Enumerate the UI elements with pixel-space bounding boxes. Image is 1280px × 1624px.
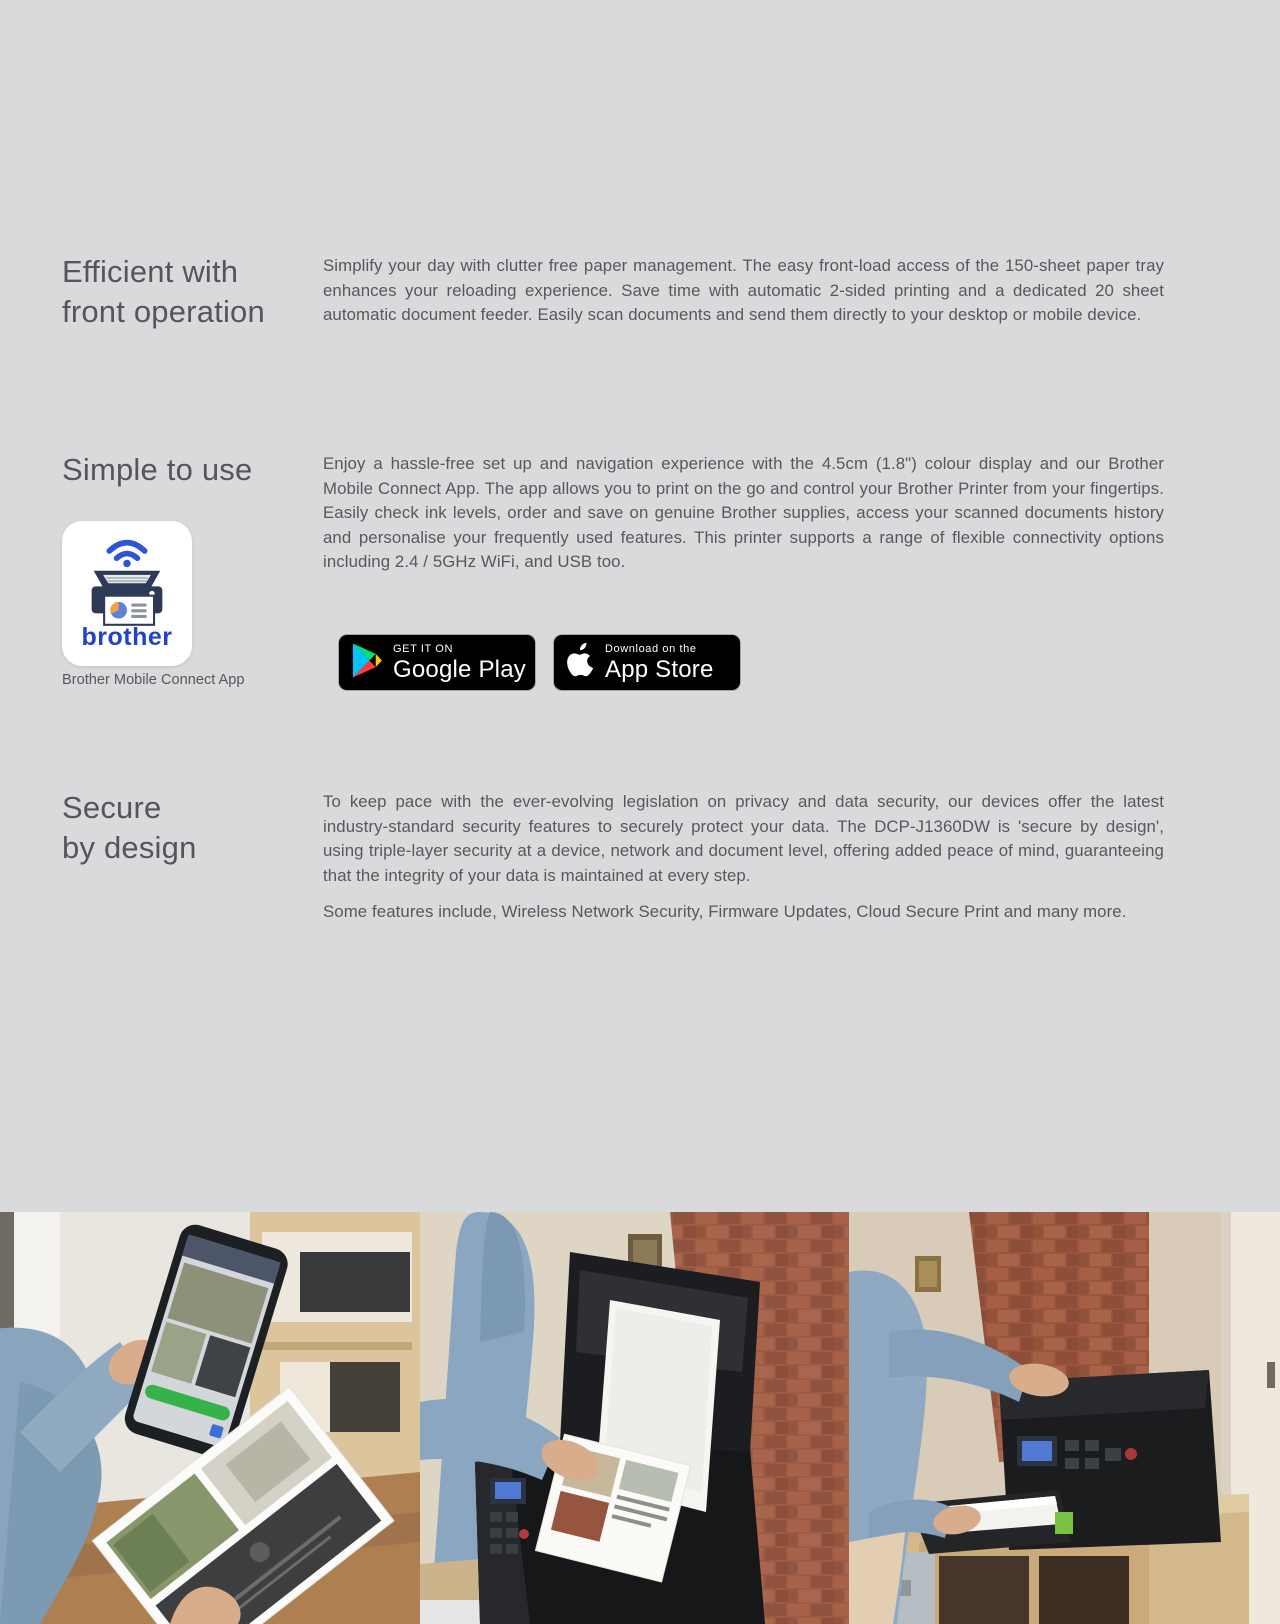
heading-line: front operation bbox=[62, 294, 265, 329]
google-play-badge[interactable] bbox=[338, 634, 536, 691]
apple-icon bbox=[565, 642, 595, 683]
section-body-simple: Enjoy a hassle-free set up and navigation experience with the 4.5cm (1.8") colour display and our Brother Mobile Connect App. The app allows you to print on the go and control your Brother Printer from your fingertips. Easily check ink levels, order and save on genuine Brother supplies, access your scanned documents history and personalise your frequently used features. This printer supports a range of flexible connectivity options including 2.4 / 5GHz WiFi, and USB too. bbox=[323, 454, 1164, 572]
heading-line: Efficient with bbox=[62, 254, 239, 289]
badge-store-label: Google Play bbox=[393, 655, 526, 683]
section-heading-secure bbox=[62, 788, 197, 868]
badge-store-label: App Store bbox=[605, 655, 714, 683]
section-body-secure-1: To keep pace with the ever-evolving legislation on privacy and data security, our devices offer the latest industry-standard security features to securely protect your data. The DCP-J1360DW is 'secure by design', using triple-layer security at a device, network and document level, offering added peace of mind, guaranteeing that the integrity of your data is maintained at every step. bbox=[323, 792, 1164, 885]
app-store-badge[interactable] bbox=[553, 634, 741, 691]
badge-top-label: Download on the bbox=[605, 642, 697, 655]
brother-mobile-connect-app-icon bbox=[62, 521, 192, 666]
photo-printer-scanner-lid-open-loading-document bbox=[420, 1212, 849, 1624]
heading-line: by design bbox=[62, 830, 197, 865]
section-body-secure-2: Some features include, Wireless Network Security, Firmware Updates, Cloud Secure Print and many more. bbox=[323, 902, 1127, 921]
photo-person-holding-phone-and-printed-brochure bbox=[0, 1212, 420, 1624]
heading-line: Secure bbox=[62, 790, 162, 825]
heading-line: Simple to use bbox=[62, 452, 253, 487]
google-play-icon bbox=[350, 642, 383, 684]
printer-wifi-icon bbox=[75, 529, 179, 627]
section-body-efficient: Simplify your day with clutter free paper management. The easy front-load access of the 150-sheet paper tray enhances your reloading experience. Save time with automatic 2-sided printing and a dedicated 20 sheet automatic document feeder. Easily scan documents and send them directly to your desktop or mobile device. bbox=[323, 256, 1164, 325]
brother-wordmark: brother bbox=[81, 623, 173, 651]
section-heading-efficient bbox=[62, 252, 265, 332]
photo-person-collecting-print-from-printer bbox=[849, 1212, 1280, 1624]
photo-strip bbox=[0, 1212, 1280, 1624]
section-heading-simple bbox=[62, 450, 252, 490]
app-caption: Brother Mobile Connect App bbox=[62, 672, 245, 688]
badge-top-label: GET IT ON bbox=[393, 642, 454, 655]
